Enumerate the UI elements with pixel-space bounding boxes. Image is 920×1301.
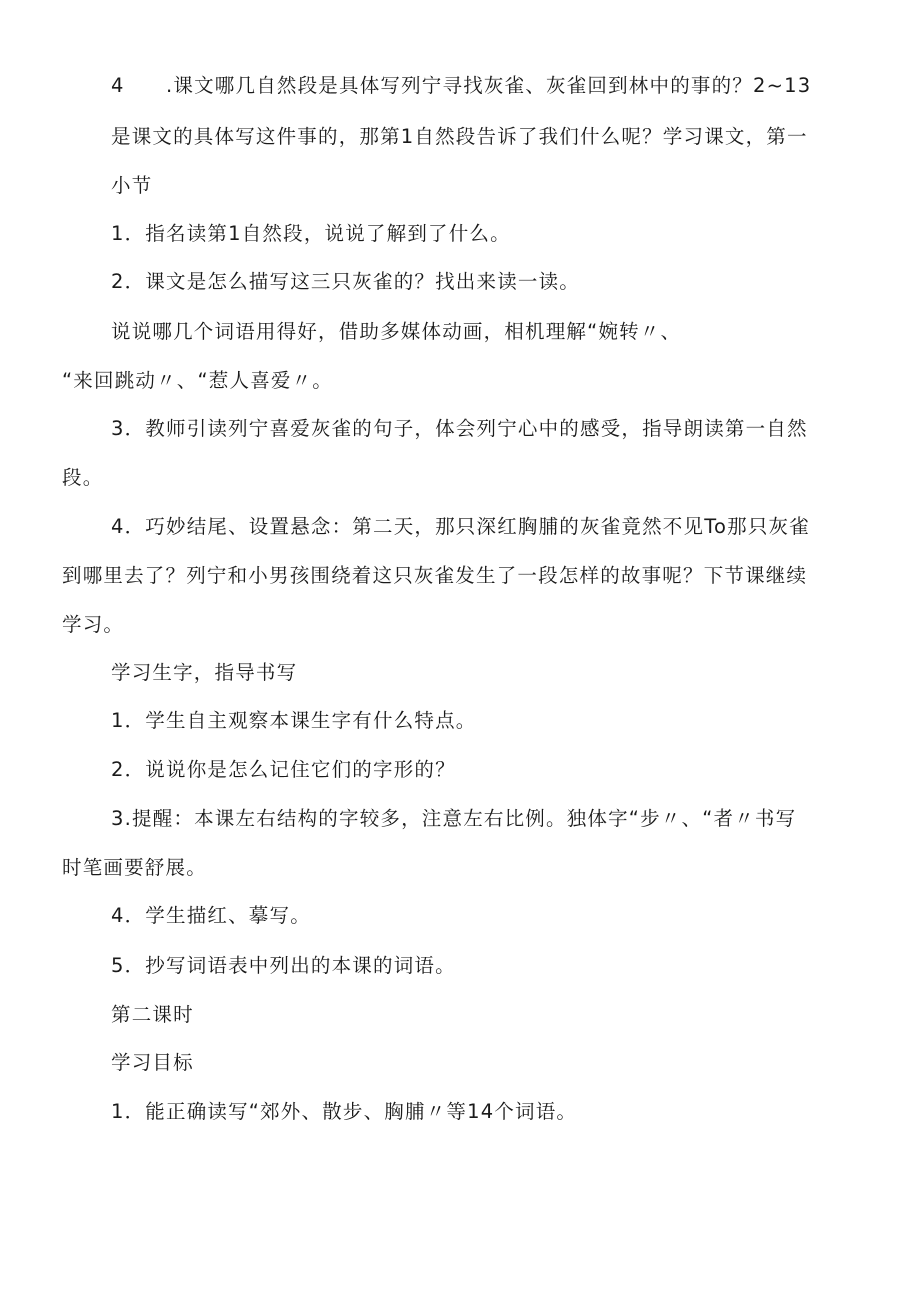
text-line: 时笔画要舒展。 [62, 856, 207, 879]
section-heading: 学习生字，指导书写 [111, 661, 298, 684]
text-line: 1．学生自主观察本课生字有什么特点。 [111, 709, 477, 732]
text-line: 1．指名读第1自然段，说说了解到了什么。 [111, 222, 511, 245]
text-line: 到哪里去了？列宁和小男孩围绕着这只灰雀发生了一段怎样的故事呢？下节课继续 [62, 564, 808, 587]
section-heading: 学习目标 [111, 1051, 194, 1074]
text-line: 是课文的具体写这件事的，那第1自然段告诉了我们什么呢？学习课文，第一 [111, 125, 808, 148]
text-line: “来回跳动〃、“惹人喜爱〃。 [62, 369, 334, 392]
text-line: 2．说说你是怎么记住它们的字形的？ [111, 758, 456, 781]
section-heading: 第二课时 [111, 1003, 194, 1026]
text-line: 4．巧妙结尾、设置悬念：第二天，那只深红胸脯的灰雀竟然不见To那只灰雀 [111, 515, 810, 538]
text-line: 4．学生描红、摹写。 [111, 904, 311, 927]
text-line: 5．抄写词语表中列出的本课的词语。 [111, 954, 456, 977]
text-line: 学习。 [62, 613, 125, 636]
text-line: 1．能正确读写“郊外、散步、胸脯〃等14个词语。 [111, 1100, 578, 1123]
text-line: 说说哪几个词语用得好，借助多媒体动画，相机理解“婉转〃、 [111, 320, 682, 343]
text-line: 段。 [62, 466, 104, 489]
text-line: 3.提醒：本课左右结构的字较多，注意左右比例。独体字“步〃、“者〃书写 [111, 807, 797, 830]
text-line: 小节 [111, 174, 153, 197]
text-line: 3．教师引读列宁喜爱灰雀的句子，体会列宁心中的感受，指导朗读第一自然 [111, 417, 808, 440]
text-line: 4 .课文哪几自然段是具体写列宁寻找灰雀、灰雀回到林中的事的？2~13 [111, 74, 812, 97]
text-line: 2．课文是怎么描写这三只灰雀的？找出来读一读。 [111, 270, 581, 293]
